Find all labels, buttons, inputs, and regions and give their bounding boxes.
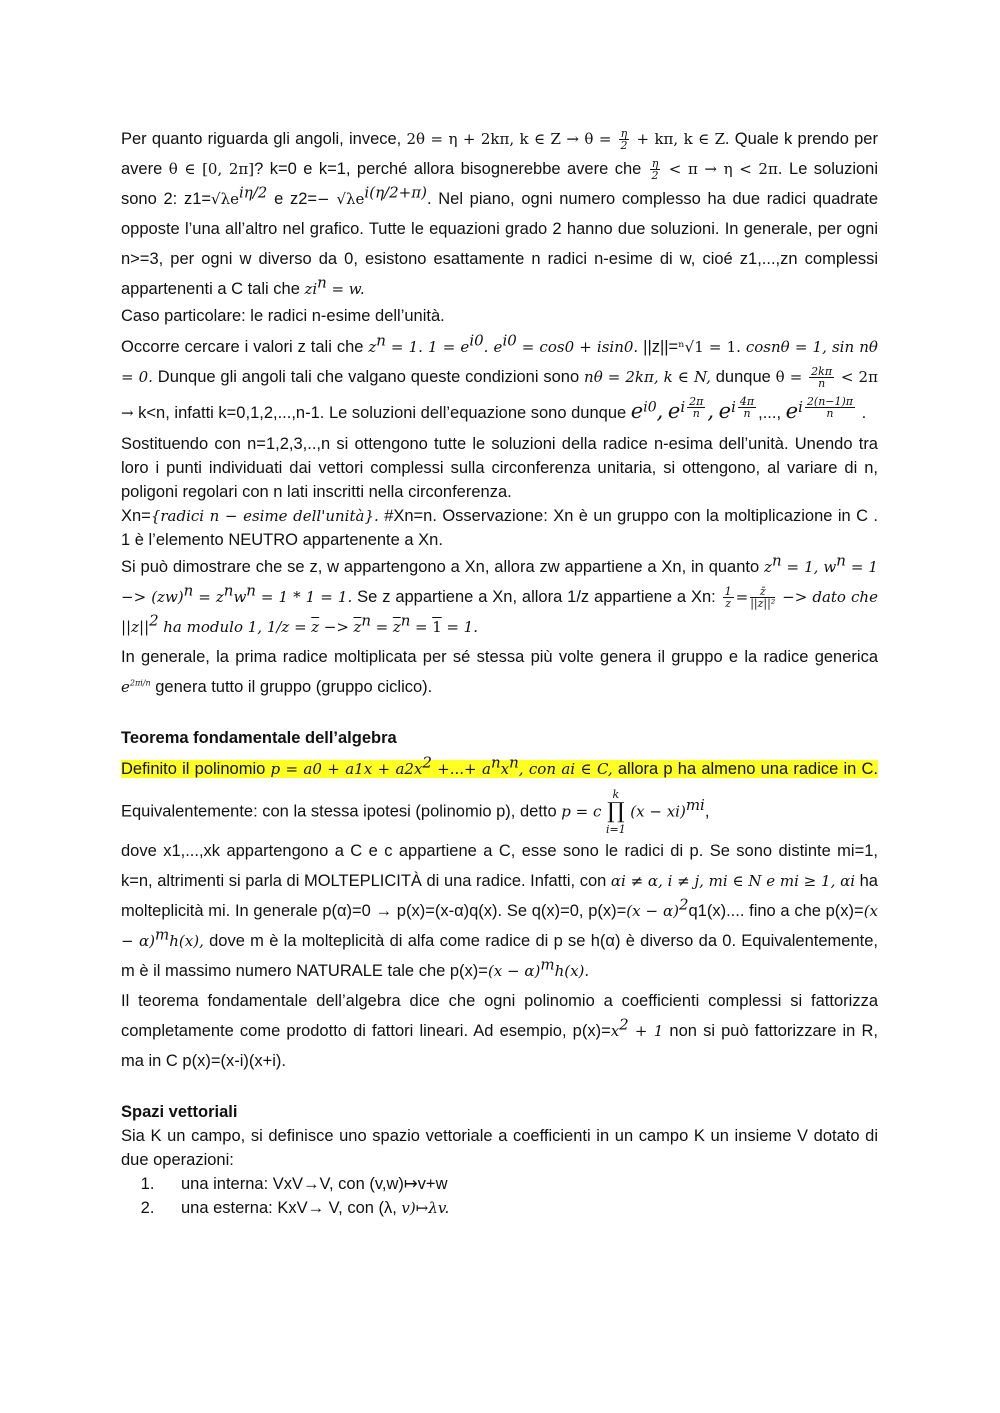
paragraph-fundamental-theorem: Definito il polinomio $p = a0 + a1x + a2x^2$ +...+ $a^nx^n$, con ai ∈ C, allora p ha almeno una radice in C. Equivalentemente: con la stessa ipotesi (polinomio p), detto p = c k ∏ i=1 (x − xi)$^{mi}$, [121,753,879,836]
paragraph-group-proof: Si può dimostrare che se z, w appartengono a Xn, allora zw appartiene a Xn, in quanto $z^n = 1$, $w^n = 1 -> (zw)^n = z^nw^n = 1 * 1 = 1$. Se z appartiene a Xn, allora 1/z appartiene a Xn: $\frac{1}{z}$ = $\frac{z̄}{\text{||z||²}}$ −> dato che $||z||^2$ ha modulo 1, $1/z = \overline{z} -> \overline{z}^n = \overline{z}^n = 1 = 1$. [121,551,878,636]
heading-fundamental-theorem: Teorema fondamentale dell’algebra [121,729,397,747]
solutions-list: $e^{i0}$, $e^{i \frac{2\pi}{n}}$ , $e^{i \frac{4\pi}{n}}$ ,..., $e^{i \frac{2(n-1)\pi}{n}}$ . [630,395,867,423]
paragraph-vector-space-definition: Sia K un campo, si definisce uno spazio vettoriale a coefficienti in un campo K un insieme V dotato di due operazioni: [121,1127,878,1169]
document-body [121,124,878,1220]
fraction: $\frac{1}{z}$ [724,585,732,611]
list-item: 2. una esterna: KxV→ V, con (λ, v)↦λv. [159,1196,878,1220]
list-item: 1. una interna: VxV→V, con (v,w)↦v+w [159,1172,878,1196]
fraction: $\frac{\eta}{2}$ [651,157,659,183]
paragraph-group: Xn={radici n − esime dell'unità}. #Xn=n. Osservazione: Xn è un gruppo con la moltiplicazione in C . 1 è l’elemento NEUTRO appartenente a Xn. [121,507,878,549]
paragraph-angles: Per quanto riguarda gli angoli, invece, 2θ = η + 2kπ, k ∈ Z → θ = $\frac{\eta}{2}$ + kπ, k ∈ Z. Quale k prendo per avere θ ∈ [0, 2π]? k=0 e k=1, perché allora bisognerebbe avere che $\frac{\eta}{2}$ < π → η < 2π. Le soluzioni sono 2: $z1=√\lambda e^{i\eta/2}$ e $z2=- √\lambda e^{i(\eta/2+\pi)}$. Nel piano, ogni numero complesso ha due radici quadrate opposte l’una all’altro nel grafico. Tutte le equazioni grado 2 hanno due soluzioni. In generale, per ogni n>=3, per ogni w diverso da 0, esistono esattamente n radici n-esime di w, cioé z1,...,zn complessi appartenenti a C tali che $zi^n = w$. [121,127,879,298]
paragraph-special-case: Caso particolare: le radici n-esime dell’unità. [121,307,445,325]
paragraph-factorization: Il teorema fondamentale dell’algebra dice che ogni polinomio a coefficienti complessi si fattorizza completamente come prodotto di fattori lineari. Ad esempio, $p(x)=x^2 + 1$ non si può fattorizzare in R, ma in C p(x)=(x-i)(x+i). [121,992,878,1070]
fraction: $\frac{z̄}{\text{||z||²}}$ [750,585,776,611]
fraction: $\frac{2k\pi}{n}$ [811,365,833,391]
paragraph-polygons: Sostituendo con n=1,2,3,..,n si ottengono tutte le soluzioni della radice n-esima dell’unità. Unendo tra loro i punti individuati dai vettori complessi sulla circonferenza unitaria, si ottengono, al variare di n, poligoni regolari con n lati inscritti nella circonferenza. [121,435,878,501]
paragraph-multiplicity: dove x1,...,xk appartengono a C e c appartiene a C, esse sono le radici di p. Se sono distinte mi=1, k=n, altrimenti si parla di MOLTEPLICITÀ di una radice. Infatti, con αi ≠ α, i ≠ j, mi ∈ N e mi ≥ 1, αi ha molteplicità mi. In generale p(α)=0 → p(x)=(x-α)q(x). Se q(x)=0, $p(x)=(x - \alpha)^2q1(x)$.... fino a che $p(x)=(x - \alpha)^mh(x)$, dove m è la molteplicità di alfa come radice di p se h(α) è diverso da 0. Equivalentemente, m è il massimo numero NATURALE tale che $p(x)=(x - \alpha)^mh(x)$. [121,842,878,980]
operations-list [121,1172,878,1220]
fraction: $\frac{\eta}{2}$ [620,127,628,153]
highlighted-statement: Definito il polinomio $p = a0 + a1x + a2x^2$ +...+ $a^nx^n$, con ai ∈ C, allora p ha almeno una radice in C. [121,753,879,778]
heading-vector-spaces: Spazi vettoriali [121,1103,238,1121]
paragraph-cyclic: In generale, la prima radice moltiplicata per sé stessa più volte genera il gruppo e la radice generica $e^{2\pi i/n}$ genera tutto il gruppo (gruppo ciclico). [121,648,878,696]
paragraph-roots-of-unity: Occorre cercare i valori z tali che $z^n = 1$. $1 = e^{i0}$. $e^{i0} = \cos 0 + isin0$. ||z||=ⁿ√1 = 1. cosnθ = 1, sin nθ = 0. Dunque gli angoli tali che valgano queste condizioni sono nθ = 2kπ, k ∈ N, dunque θ = $\frac{2k\pi}{n}$ < 2π → k<n, infatti k=0,1,2,...,n-1. Le soluzioni dell’equazione sono dunque $e^{i0}$, $e^{i \frac{2\pi}{n}}$ , $e^{i \frac{4\pi}{n}}$ ,..., $e^{i \frac{2(n-1)\pi}{n}}$ . [121,331,878,423]
product-symbol: k ∏ i=1 [605,788,626,836]
